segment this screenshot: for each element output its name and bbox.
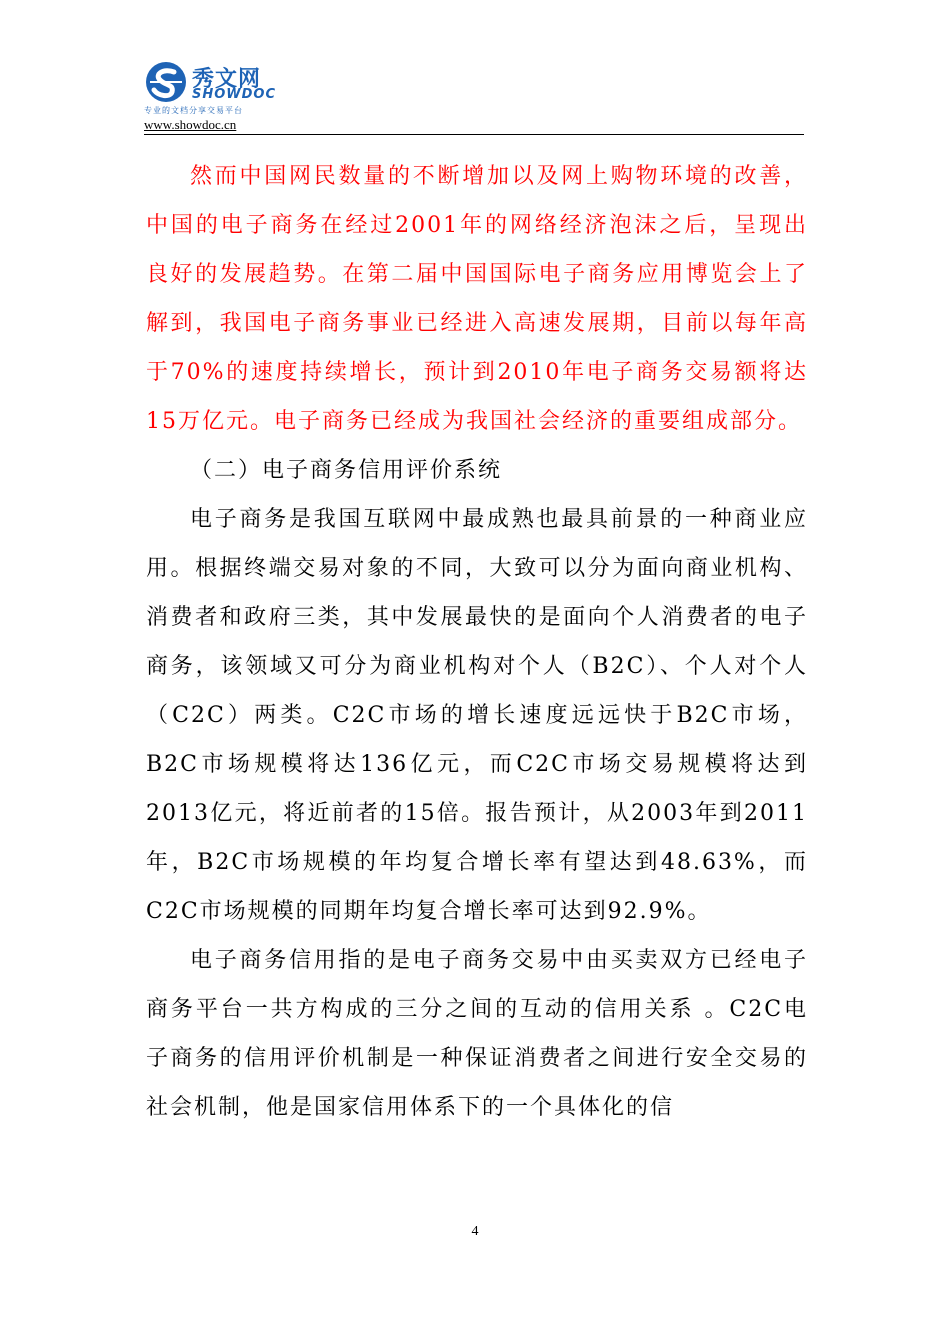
section-heading: （二）电子商务信用评价系统: [190, 458, 503, 483]
logo-english-text: SHOWDOC: [192, 87, 277, 102]
paragraph-ecommerce-growth: 然而中国网民数量的不断增加以及网上购物环境的改善，中国的电子商务在经过2001年的网络经济泡沫之后，呈现出良好的发展趋势。在第二届中国国际电子商务应用博览会上了解到，我国电子商务事业已经进入高速发展期，目前以每年高于70%的速度持续增长，预计到2010年电子商务交易额将达15万亿元。电子商务已经成为我国社会经济的重要组成部分。: [146, 164, 808, 434]
paragraph-ecommerce-credit: 电子商务信用指的是电子商务交易中由买卖双方已经电子商务平台一共方构成的三分之间的互动的信用关系 。C2C电子商务的信用评价机制是一种保证消费者之间进行安全交易的社会机制，他是国家信用体系下的一个具体化的信: [146, 948, 808, 1120]
site-url-link[interactable]: www.showdoc.cn: [144, 117, 237, 132]
page-number: 4: [471, 1224, 479, 1239]
paragraph-ecommerce-categories: 电子商务是我国互联网中最成熟也最具前景的一种商业应用。根据终端交易对象的不同，大致可以分为面向商业机构、消费者和政府三类，其中发展最快的是面向个人消费者的电子商务，该领域又可分为商业机构对个人（B2C）、个人对个人（C2C）两类。C2C市场的增长速度远远快于B2C市场，B2C市场规模将达136亿元，而C2C市场交易规模将达到2013亿元，将近前者的15倍。报告预计，从2003年到2011年，B2C市场规模的年均复合增长率有望达到48.63%，而C2C市场规模的同期年均复合增长率可达到92.9%。: [146, 507, 808, 924]
document-body: [146, 152, 808, 1132]
page-header: [144, 58, 804, 135]
logo-tagline: 专业的文档分享交易平台: [144, 106, 243, 115]
showdoc-logo-icon: [144, 60, 188, 104]
showdoc-logo: [144, 58, 304, 118]
logo-chinese-text: 秀文网: [192, 67, 262, 92]
